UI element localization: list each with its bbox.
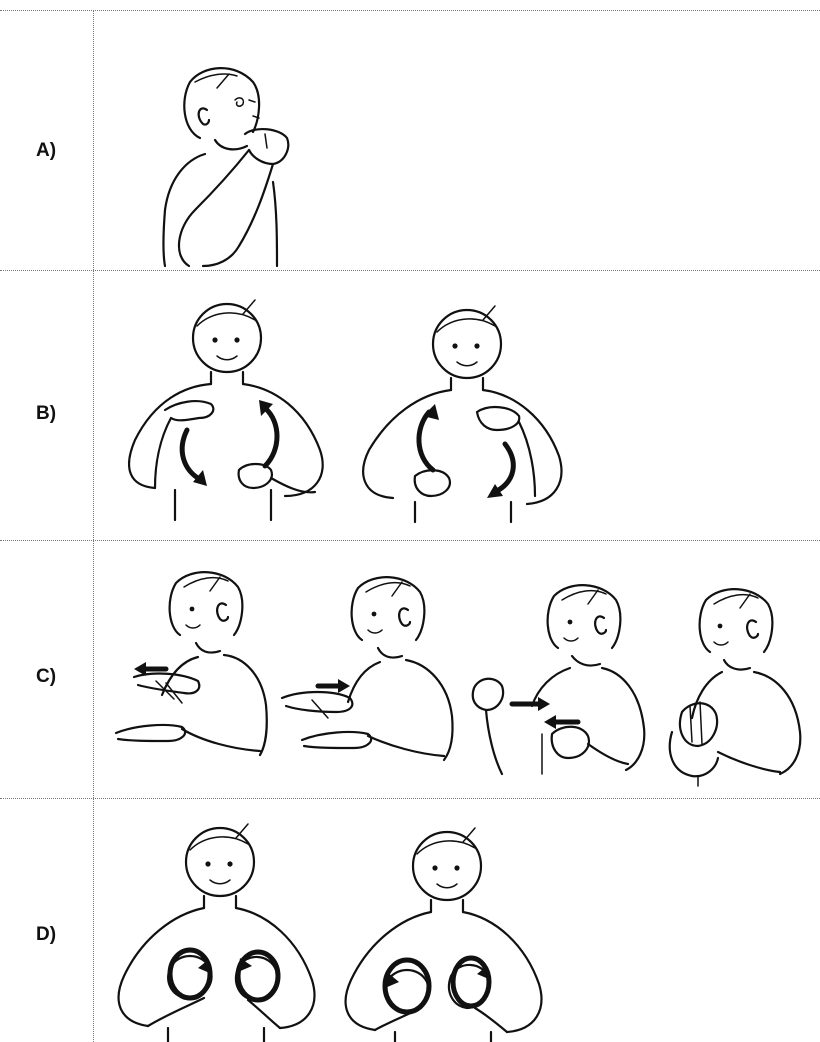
row-divider-top <box>0 10 820 11</box>
row-label-b: B) <box>36 403 57 424</box>
sign-figure-b2 <box>355 300 570 525</box>
sign-figure-b1 <box>115 290 330 522</box>
row-label-a: A) <box>36 140 57 161</box>
row-label-d: D) <box>36 924 57 945</box>
sign-figure-d2 <box>335 822 550 1042</box>
sign-figure-a <box>155 60 305 268</box>
sign-figure-d1 <box>108 818 323 1042</box>
sign-figure-c4 <box>662 582 812 787</box>
column-divider <box>93 10 94 1042</box>
row-divider-bc <box>0 540 820 541</box>
row-divider-cd <box>0 798 820 799</box>
row-divider-ab <box>0 270 820 271</box>
row-label-c: C) <box>36 666 57 687</box>
sign-figure-c3 <box>462 578 652 778</box>
sign-figure-c1 <box>112 565 272 765</box>
sign-figure-c2 <box>278 570 458 765</box>
